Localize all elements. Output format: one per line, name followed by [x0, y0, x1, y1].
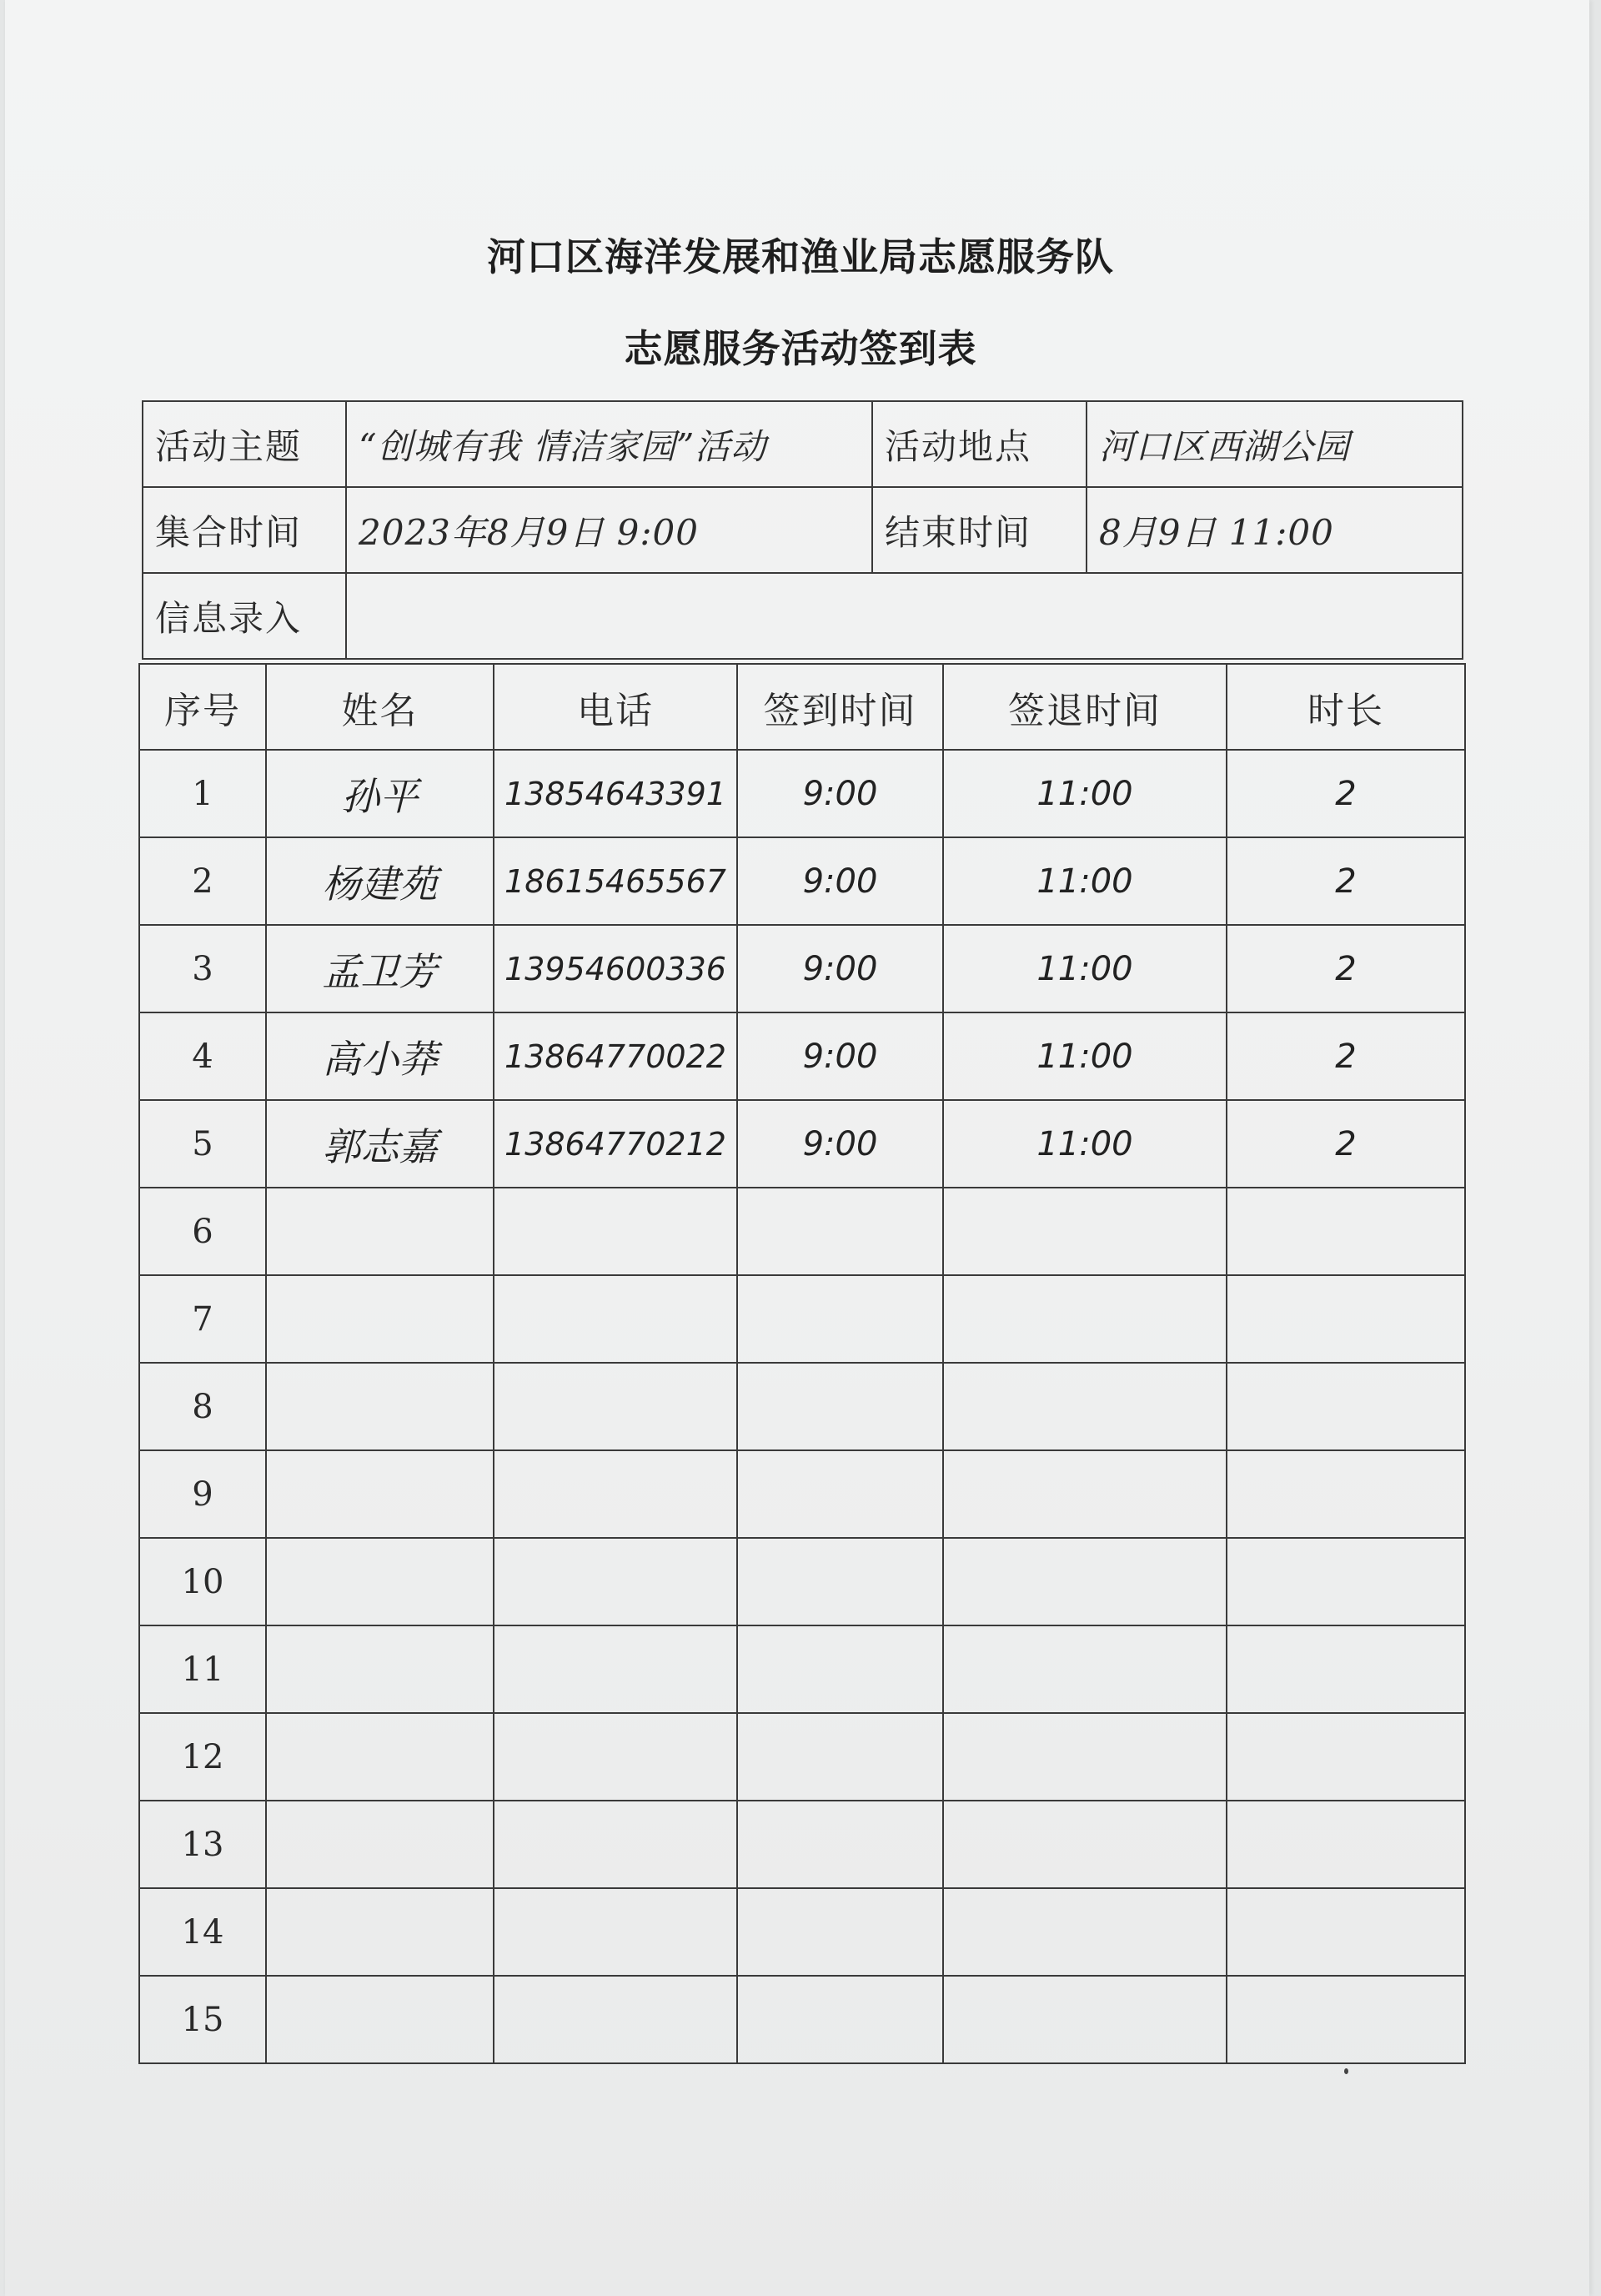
col-header-checkin: 签到时间: [737, 664, 943, 750]
row-name: [266, 1538, 494, 1625]
row-checkout: [943, 1188, 1227, 1275]
row-phone: [494, 1801, 737, 1888]
row-seq: 7: [139, 1275, 266, 1363]
row-name: [266, 1275, 494, 1363]
row-seq: 2: [139, 837, 266, 925]
row-duration: [1227, 1363, 1465, 1450]
row-phone: [494, 1538, 737, 1625]
location-label: 活动地点: [872, 401, 1087, 487]
row-checkout: 11:00: [943, 750, 1227, 837]
row-phone: 13864770022: [494, 1012, 737, 1100]
row-checkout: 11:00: [943, 925, 1227, 1012]
record-value: [346, 573, 1463, 659]
activity-info-table: [142, 400, 1463, 660]
row-name: 杨建苑: [266, 837, 494, 925]
table-row: [139, 750, 1465, 837]
row-phone: [494, 1976, 737, 2063]
table-row: [139, 1188, 1465, 1275]
row-checkout: [943, 1363, 1227, 1450]
table-row: [139, 1801, 1465, 1888]
row-duration: 2: [1227, 1012, 1465, 1100]
row-phone: [494, 1888, 737, 1976]
row-checkin: 9:00: [737, 925, 943, 1012]
row-name: [266, 1363, 494, 1450]
row-checkin: [737, 1801, 943, 1888]
row-name: 孙平: [266, 750, 494, 837]
row-checkout: [943, 1538, 1227, 1625]
row-phone: [494, 1188, 737, 1275]
row-seq: 12: [139, 1713, 266, 1801]
row-duration: 2: [1227, 925, 1465, 1012]
row-name: [266, 1888, 494, 1976]
row-checkout: [943, 1450, 1227, 1538]
row-duration: 2: [1227, 837, 1465, 925]
row-name: 郭志嘉: [266, 1100, 494, 1188]
col-header-seq: 序号: [139, 664, 266, 750]
col-header-duration: 时长: [1227, 664, 1465, 750]
row-checkout: 11:00: [943, 837, 1227, 925]
row-seq: 4: [139, 1012, 266, 1100]
table-row: [139, 837, 1465, 925]
row-checkin: [737, 1363, 943, 1450]
row-seq: 5: [139, 1100, 266, 1188]
row-seq: 15: [139, 1976, 266, 2063]
table-row: [139, 1012, 1465, 1100]
form-subtitle: 志愿服务活动签到表: [624, 326, 977, 371]
row-phone: 18615465567: [494, 837, 737, 925]
row-seq: 10: [139, 1538, 266, 1625]
row-duration: 2: [1227, 750, 1465, 837]
row-checkout: [943, 1888, 1227, 1976]
table-row: [139, 1275, 1465, 1363]
table-row: [139, 1538, 1465, 1625]
info-row-theme: [143, 401, 1463, 487]
end-time-label: 结束时间: [872, 487, 1087, 573]
table-row: [139, 1888, 1465, 1976]
row-seq: 1: [139, 750, 266, 837]
location-value: 河口区西湖公园: [1087, 401, 1463, 487]
row-checkout: 11:00: [943, 1012, 1227, 1100]
row-duration: [1227, 1713, 1465, 1801]
row-checkin: 9:00: [737, 837, 943, 925]
row-duration: 2: [1227, 1100, 1465, 1188]
row-phone: 13864770212: [494, 1100, 737, 1188]
row-phone: 13954600336: [494, 925, 737, 1012]
row-phone: [494, 1450, 737, 1538]
row-name: 高小莽: [266, 1012, 494, 1100]
row-name: [266, 1450, 494, 1538]
row-checkout: [943, 1801, 1227, 1888]
row-checkin: [737, 1188, 943, 1275]
table-row: [139, 1450, 1465, 1538]
table-row: [139, 925, 1465, 1012]
row-name: [266, 1801, 494, 1888]
info-row-record: [143, 573, 1463, 659]
row-checkin: 9:00: [737, 1012, 943, 1100]
row-seq: 9: [139, 1450, 266, 1538]
row-duration: [1227, 1538, 1465, 1625]
row-checkout: [943, 1976, 1227, 2063]
row-checkout: 11:00: [943, 1100, 1227, 1188]
row-seq: 14: [139, 1888, 266, 1976]
signin-table-header: [139, 664, 1465, 750]
end-time-value: 8月9日 11:00: [1087, 487, 1463, 573]
row-checkin: [737, 1625, 943, 1713]
col-header-phone: 电话: [494, 664, 737, 750]
row-checkout: [943, 1625, 1227, 1713]
row-phone: [494, 1363, 737, 1450]
record-label: 信息录入: [143, 573, 346, 659]
theme-label: 活动主题: [143, 401, 346, 487]
row-duration: [1227, 1801, 1465, 1888]
row-checkin: [737, 1976, 943, 2063]
row-seq: 6: [139, 1188, 266, 1275]
row-seq: 13: [139, 1801, 266, 1888]
row-duration: [1227, 1450, 1465, 1538]
gather-time-label: 集合时间: [143, 487, 346, 573]
row-checkin: 9:00: [737, 750, 943, 837]
table-row: [139, 1625, 1465, 1713]
row-name: [266, 1625, 494, 1713]
info-row-time: [143, 487, 1463, 573]
row-duration: [1227, 1275, 1465, 1363]
row-checkin: 9:00: [737, 1100, 943, 1188]
row-name: [266, 1976, 494, 2063]
table-row: [139, 1713, 1465, 1801]
ink-speck: [1344, 2068, 1348, 2074]
col-header-checkout: 签退时间: [943, 664, 1227, 750]
row-checkin: [737, 1275, 943, 1363]
row-checkin: [737, 1538, 943, 1625]
row-name: 孟卫芳: [266, 925, 494, 1012]
row-phone: [494, 1625, 737, 1713]
row-phone: [494, 1713, 737, 1801]
row-phone: 13854643391: [494, 750, 737, 837]
row-checkin: [737, 1713, 943, 1801]
row-duration: [1227, 1888, 1465, 1976]
table-row: [139, 1100, 1465, 1188]
theme-value: “创城有我 情洁家园”活动: [346, 401, 872, 487]
row-phone: [494, 1275, 737, 1363]
row-checkin: [737, 1450, 943, 1538]
row-checkout: [943, 1713, 1227, 1801]
row-name: [266, 1188, 494, 1275]
row-name: [266, 1713, 494, 1801]
row-seq: 11: [139, 1625, 266, 1713]
row-duration: [1227, 1625, 1465, 1713]
form-title: 河口区海洋发展和渔业局志愿服务队: [487, 234, 1114, 279]
signin-table-body: [139, 750, 1465, 2063]
col-header-name: 姓名: [266, 664, 494, 750]
signin-table: [138, 663, 1466, 2064]
table-row: [139, 1976, 1465, 2063]
row-duration: [1227, 1976, 1465, 2063]
row-seq: 3: [139, 925, 266, 1012]
row-checkout: [943, 1275, 1227, 1363]
gather-time-value: 2023年8月9日 9:00: [346, 487, 872, 573]
table-row: [139, 1363, 1465, 1450]
row-checkin: [737, 1888, 943, 1976]
row-seq: 8: [139, 1363, 266, 1450]
row-duration: [1227, 1188, 1465, 1275]
